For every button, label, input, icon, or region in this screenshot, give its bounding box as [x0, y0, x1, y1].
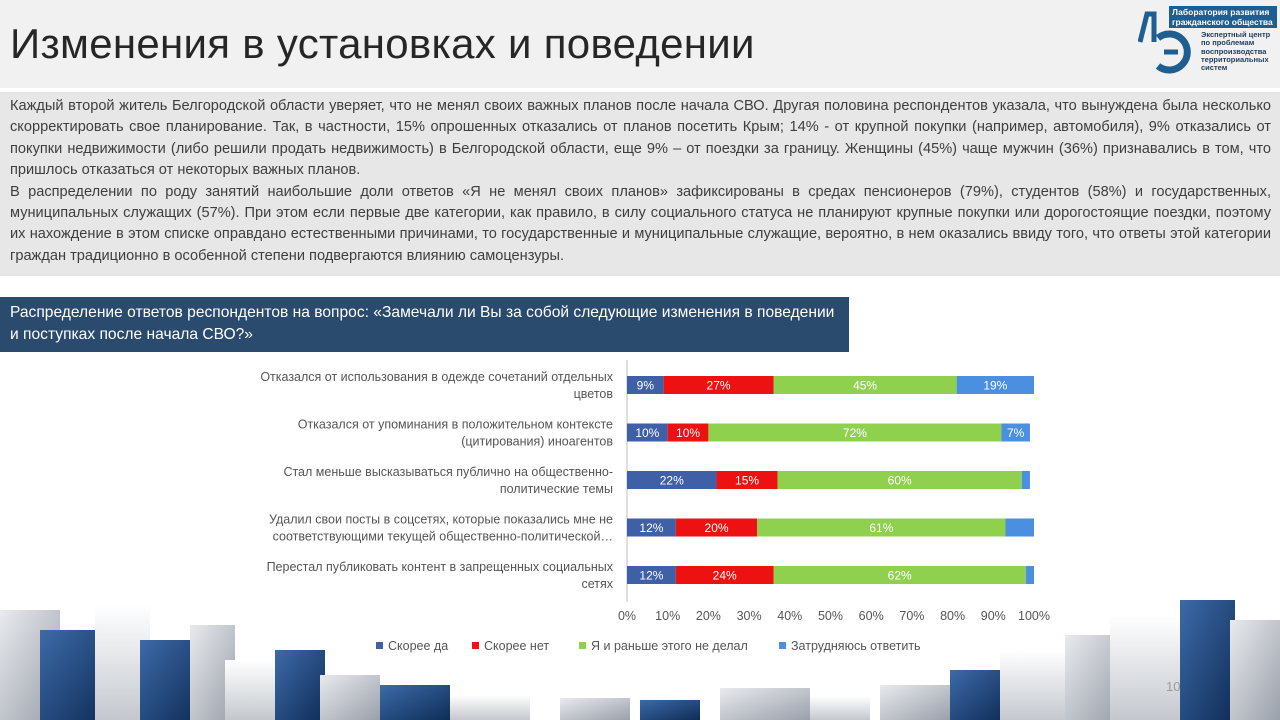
logo-title: Лаборатория развития гражданского общества	[1169, 6, 1277, 28]
bar-segment	[1026, 566, 1034, 584]
legend-label: Затрудняюсь ответить	[791, 639, 921, 653]
x-tick-label: 90%	[980, 609, 1006, 623]
cubes-center	[560, 688, 870, 720]
data-label: 7%	[1007, 426, 1025, 440]
data-label: 19%	[983, 378, 1008, 393]
legend-swatch	[472, 642, 479, 649]
x-tick-label: 40%	[777, 609, 803, 623]
data-label: 22%	[659, 473, 684, 488]
category-label: Отказался от использования в одежде сочетаний отдельных	[260, 370, 613, 384]
data-label: 10%	[676, 426, 701, 440]
data-label: 12%	[639, 568, 664, 583]
page-number: 10	[1166, 679, 1181, 694]
x-tick-label: 30%	[736, 609, 762, 623]
category-label: (цитирования) иноагентов	[461, 434, 613, 449]
logo	[1138, 4, 1280, 76]
category-label: соответствующими текущей общественно-политической…	[272, 529, 613, 544]
bar-segment	[1022, 471, 1030, 489]
summary-paragraph-1: Каждый второй житель Белгородской области уверяет, что не менял своих важных планов после начала СВО. Другая половина респондентов указала, что вынуждена была несколько скорректировать свое планирование. Так, в частности, 15% опрошенных отказались от планов посетить Крым; 14% - от крупной покупки (например, автомобиля), 9% отказались от покупки недвижимости (либо решили продать недвижимость) в Белгородской области, еще 9% – от поездки за границу. Женщины (45%) чаще мужчин (36%) признавались в том, что пришлось отказаться от некоторых важных планов.	[10, 98, 1271, 179]
x-tick-label: 70%	[899, 609, 925, 623]
x-tick-label: 10%	[655, 609, 681, 623]
summary-text-block	[0, 92, 1280, 276]
x-tick-label: 60%	[858, 609, 884, 623]
data-label: 15%	[735, 473, 760, 488]
stacked-bar-chart	[0, 352, 1280, 662]
legend-swatch	[579, 642, 586, 649]
data-label: 45%	[853, 378, 878, 393]
bar-segment	[1006, 519, 1034, 537]
data-label: 72%	[842, 426, 867, 440]
legend-label: Скорее да	[388, 639, 449, 653]
legend-label: Я и раньше этого не делал	[591, 639, 748, 653]
legend-swatch	[779, 642, 786, 649]
x-tick-label: 100%	[1018, 609, 1050, 623]
x-tick-label: 80%	[940, 609, 966, 623]
legend-swatch	[376, 642, 383, 649]
x-tick-label: 20%	[695, 609, 721, 623]
data-label: 24%	[712, 568, 737, 583]
data-label: 12%	[639, 521, 664, 535]
data-label: 9%	[636, 378, 654, 393]
slide-title: Изменения в установках и поведении	[10, 20, 755, 67]
x-tick-label: 50%	[817, 609, 844, 623]
data-label: 62%	[887, 568, 912, 583]
data-label: 27%	[706, 378, 731, 393]
category-label: Перестал публиковать контент в запрещенных социальных	[266, 560, 613, 574]
question-banner: Распределение ответов респондентов на вопрос: «Замечали ли Вы за собой следующие изменения в поведении и поступках после начала СВО?»	[0, 297, 849, 352]
x-tick-label: 0%	[617, 609, 637, 623]
data-label: 60%	[887, 473, 912, 488]
category-label: Стал меньше высказываться публично на общественно-	[283, 465, 613, 479]
logo-subtitle: Экспертный центр по проблемам воспроизводства территориальных систем	[1201, 30, 1271, 73]
category-label: Отказался от упоминания в положительном контексте	[297, 417, 613, 432]
category-label: цветов	[573, 387, 613, 401]
category-label: политические темы	[499, 482, 613, 496]
data-label: 10%	[635, 426, 660, 440]
category-label: сетях	[581, 577, 613, 591]
summary-paragraph-2: В распределении по роду занятий наибольшие доли ответов «Я не менял своих планов» зафиксированы в средах пенсионеров (79%), студентов (58%) и государственных, муниципальных служащих (57%). При этом если первые две категории, как правило, в силу социального статуса не планируют крупные покупки или дорогостоящие поездки, поэтому их нахождение в этом списке оправдано естественными причинами, то государственные и муниципальные служащие, вероятно, в нем оказались ввиду того, что ответы этой категории граждан традиционно в особенной степени подвергаются влиянию самоцензуры.	[10, 183, 1271, 264]
data-label: 61%	[869, 521, 894, 535]
legend-label: Скорее нет	[484, 639, 550, 653]
data-label: 20%	[704, 521, 729, 535]
category-label: Удалил свои посты в соцсетях, которые показались мне не	[269, 512, 613, 527]
